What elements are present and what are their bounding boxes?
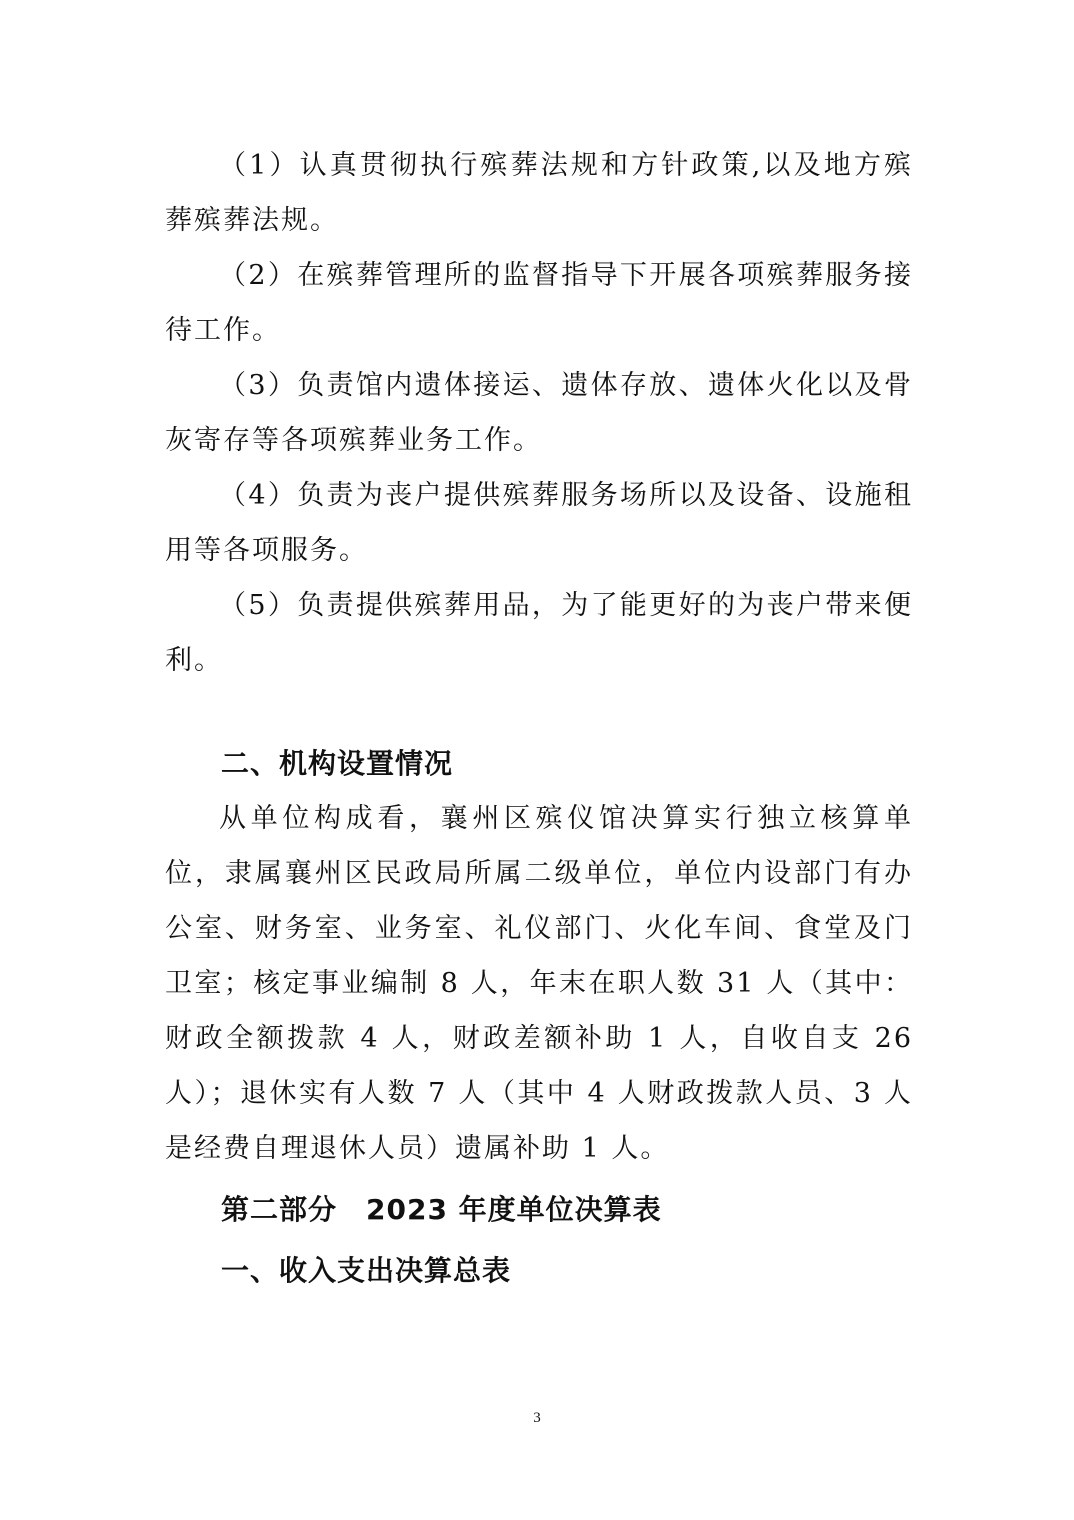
duty-item-4: （4）负责为丧户提供殡葬服务场所以及设备、设施租用等各项服务。: [165, 480, 913, 566]
part-heading: 第二部分 2023 年度单位决算表: [221, 1193, 662, 1226]
duty-item-2: （2）在殡葬管理所的监督指导下开展各项殡葬服务接待工作。: [165, 260, 913, 346]
duty-item-3: （3）负责馆内遗体接运、遗体存放、遗体火化以及骨灰寄存等各项殡葬业务工作。: [165, 370, 913, 456]
duty-item-5: （5）负责提供殡葬用品，为了能更好的为丧户带来便利。: [165, 590, 913, 676]
section-heading-organization: 二、机构设置情况: [221, 747, 454, 780]
organization-paragraph: 从单位构成看，襄州区殡仪馆决算实行独立核算单位，隶属襄州区民政局所属二级单位，单位内设部门有办公室、财务室、业务室、礼仪部门、火化车间、食堂及门卫室；核定事业编制 8 人，年末在职人数 31 人（其中：财政全额拨款 4 人，财政差额补助 1 人，自收自支 26 人）；退休实有人数 7 人（其中 4 人财政拨款人员、3 人是经费自理退休人员）遗属补助 1 人。: [165, 803, 913, 1164]
page-number: 3: [533, 1410, 541, 1426]
duty-item-1: （1）认真贯彻执行殡葬法规和方针政策,以及地方殡葬殡葬法规。: [165, 150, 913, 236]
table-heading: 一、收入支出决算总表: [221, 1254, 512, 1287]
page-body: [165, 138, 913, 1298]
